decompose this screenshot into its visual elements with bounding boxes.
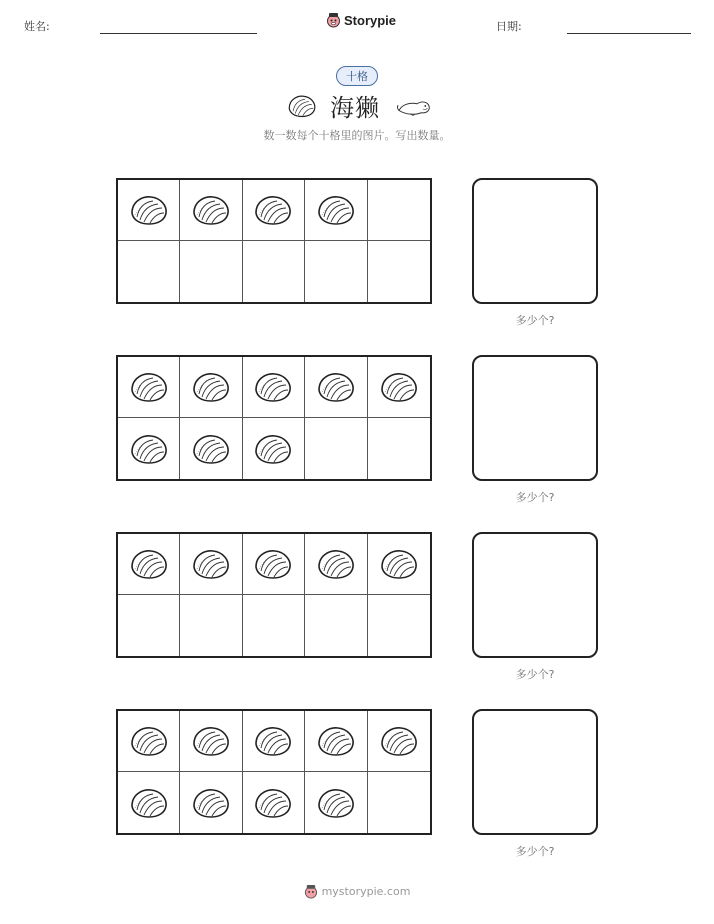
- clam-icon: [316, 725, 356, 757]
- ten-frame-cell: [305, 418, 367, 479]
- clam-icon: [191, 433, 231, 465]
- ten-frame-4: [116, 709, 432, 835]
- ten-frame-cell: [368, 357, 430, 418]
- ten-frame-cell: [243, 711, 305, 772]
- ten-frame-cell: [118, 418, 180, 479]
- ten-frame-cell: [305, 534, 367, 595]
- ten-frame-cell: [305, 357, 367, 418]
- ten-frame-cell: [180, 711, 242, 772]
- date-line[interactable]: [567, 33, 691, 34]
- clam-icon: [191, 725, 231, 757]
- ten-frame-cell: [305, 595, 367, 656]
- clam-icon: [191, 787, 231, 819]
- footer: [0, 884, 714, 899]
- storypie-mascot-icon: [326, 12, 341, 28]
- ten-frame-3: [116, 532, 432, 658]
- ten-frame-cell: [243, 418, 305, 479]
- clam-icon: [379, 725, 419, 757]
- ten-frame-cell: [243, 357, 305, 418]
- ten-frame-cell: [368, 772, 430, 833]
- ten-frame-cell: [180, 180, 242, 241]
- clam-icon: [253, 194, 293, 226]
- answer-label-1: 多少个?: [515, 314, 555, 327]
- clam-icon: [253, 787, 293, 819]
- instruction-text: 数一数每个十格里的图片。写出数量。: [263, 129, 451, 142]
- clam-icon: [129, 194, 169, 226]
- ten-frame-cell: [305, 241, 367, 302]
- ten-frame-cell: [368, 534, 430, 595]
- ten-frame-cell: [118, 180, 180, 241]
- ten-frame-cell: [243, 534, 305, 595]
- ten-frame-cell: [180, 772, 242, 833]
- name-label: 姓名:: [24, 20, 50, 33]
- answer-label-2: 多少个?: [515, 491, 555, 504]
- ten-frame-cell: [368, 241, 430, 302]
- ten-frame-cell: [118, 711, 180, 772]
- clam-icon: [316, 371, 356, 403]
- brand-logo: [326, 12, 396, 28]
- footer-url: mystorypie.com: [321, 885, 411, 898]
- name-line[interactable]: [100, 33, 257, 34]
- worksheet-title: 海獭: [330, 94, 380, 122]
- ten-frame-cell: [118, 357, 180, 418]
- clam-icon: [191, 548, 231, 580]
- clam-icon: [129, 371, 169, 403]
- answer-box-4[interactable]: [472, 709, 598, 835]
- clam-icon: [253, 725, 293, 757]
- clam-icon: [316, 548, 356, 580]
- date-label: 日期:: [496, 20, 522, 33]
- answer-box-3[interactable]: [472, 532, 598, 658]
- clam-icon: [253, 548, 293, 580]
- clam-icon: [129, 787, 169, 819]
- ten-frame-cell: [243, 241, 305, 302]
- answer-label-3: 多少个?: [515, 668, 555, 681]
- ten-frame-cell: [180, 534, 242, 595]
- ten-frame-cell: [368, 418, 430, 479]
- sea-otter-icon: [396, 94, 432, 118]
- answer-box-1[interactable]: [472, 178, 598, 304]
- clam-icon: [191, 194, 231, 226]
- clam-icon: [316, 787, 356, 819]
- ten-frame-2: [116, 355, 432, 481]
- ten-frame-cell: [305, 711, 367, 772]
- clam-icon: [287, 94, 317, 118]
- ten-frame-cell: [305, 772, 367, 833]
- clam-icon: [191, 371, 231, 403]
- clam-icon: [253, 433, 293, 465]
- topic-badge: 十格: [336, 66, 378, 86]
- ten-frame-cell: [180, 595, 242, 656]
- ten-frame-cell: [118, 772, 180, 833]
- ten-frame-cell: [118, 534, 180, 595]
- clam-icon: [379, 371, 419, 403]
- ten-frame-1: [116, 178, 432, 304]
- clam-icon: [316, 194, 356, 226]
- answer-label-4: 多少个?: [515, 845, 555, 858]
- clam-icon: [129, 725, 169, 757]
- answer-box-2[interactable]: [472, 355, 598, 481]
- ten-frame-cell: [305, 180, 367, 241]
- ten-frame-cell: [180, 241, 242, 302]
- ten-frame-cell: [180, 418, 242, 479]
- ten-frame-cell: [118, 241, 180, 302]
- clam-icon: [253, 371, 293, 403]
- ten-frame-cell: [368, 180, 430, 241]
- ten-frame-cell: [243, 772, 305, 833]
- ten-frame-cell: [118, 595, 180, 656]
- ten-frame-cell: [180, 357, 242, 418]
- ten-frame-cell: [243, 180, 305, 241]
- brand-name: Storypie: [344, 12, 397, 28]
- ten-frame-cell: [368, 595, 430, 656]
- clam-icon: [379, 548, 419, 580]
- ten-frame-cell: [368, 711, 430, 772]
- clam-icon: [129, 548, 169, 580]
- storypie-mascot-icon: [304, 884, 318, 899]
- clam-icon: [129, 433, 169, 465]
- ten-frame-cell: [243, 595, 305, 656]
